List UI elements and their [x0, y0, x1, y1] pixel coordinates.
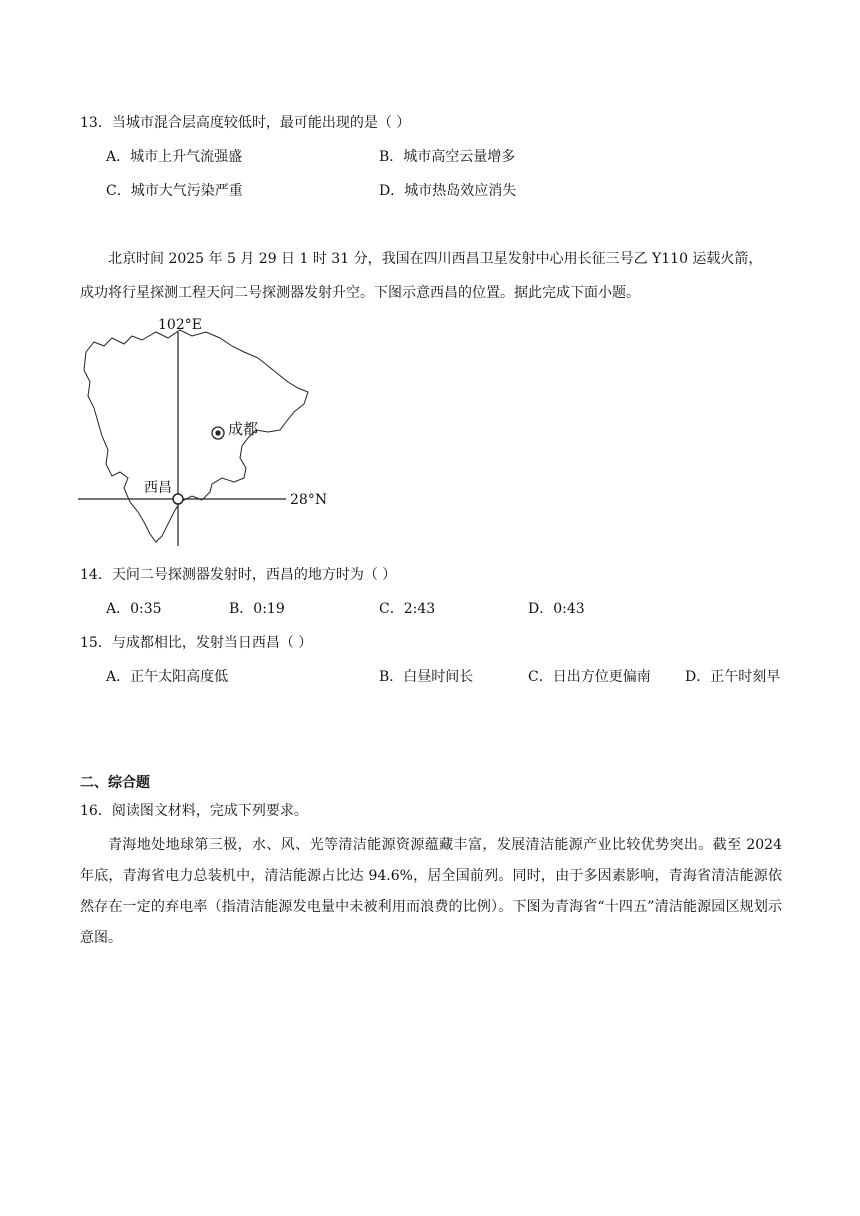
xichang-marker — [173, 494, 183, 504]
question-14-option-d[interactable]: D．0:43 — [528, 601, 585, 617]
question-14-option-a[interactable]: A．0:35 — [106, 601, 162, 617]
passage-1-line-2: 成功将行星探测工程天问二号探测器发射升空。下图示意西昌的位置。据此完成下面小题。 — [80, 285, 640, 301]
passage-1-line-1: 北京时间 2025 年 5 月 29 日 1 时 31 分，我国在四川西昌卫星发射中心用长征三号乙 Y110 运载火箭， — [108, 251, 763, 267]
passage-2: 青海地处地球第三极，水、风、光等清洁能源资源蕴藏丰富，发展清洁能源产业比较优势突出。截至 2024 年底，青海省电力总装机中，清洁能源占比达 94.6%，居全国前列。同时，由于多因素影响，青海省清洁能源依然存在一定的弃电率（指清洁能源发电量中未被利用而浪费的比例）。下图为青海省“十四五”清洁能源园区规划示意图。 — [80, 837, 782, 946]
xichang-label: 西昌 — [144, 480, 172, 496]
question-13-option-d[interactable]: D．城市热岛效应消失 — [379, 183, 517, 199]
question-15-option-d[interactable]: D．正午时刻早 — [685, 669, 781, 685]
meridian-label: 102°E — [158, 317, 202, 333]
parallel-label: 28°N — [290, 492, 328, 508]
question-13-option-b[interactable]: B．城市高空云量增多 — [379, 149, 516, 165]
question-15-option-b[interactable]: B．白昼时间长 — [379, 669, 474, 685]
question-15-option-c[interactable]: C．日出方位更偏南 — [528, 669, 651, 685]
xichang-location-map — [72, 312, 342, 550]
question-13-option-c[interactable]: C．城市大气污染严重 — [106, 183, 243, 199]
question-15-option-a[interactable]: A．正午太阳高度低 — [106, 669, 229, 685]
question-13-stem: 13．当城市混合层高度较低时，最可能出现的是（ ） — [80, 115, 411, 131]
chengdu-label: 成都 — [228, 420, 259, 438]
section-2-heading: 二、综合题 — [80, 775, 150, 791]
question-16-stem: 16．阅读图文材料，完成下列要求。 — [80, 803, 308, 819]
sichuan-province-outline — [84, 330, 308, 542]
question-13-option-a[interactable]: A．城市上升气流强盛 — [106, 149, 243, 165]
question-14-option-c[interactable]: C．2:43 — [379, 601, 436, 617]
question-14-option-b[interactable]: B．0:19 — [229, 601, 285, 617]
question-14-stem: 14．天问二号探测器发射时，西昌的地方时为（ ） — [80, 567, 397, 583]
chengdu-marker-dot — [215, 430, 220, 435]
question-15-stem: 15．与成都相比，发射当日西昌（ ） — [80, 635, 313, 651]
